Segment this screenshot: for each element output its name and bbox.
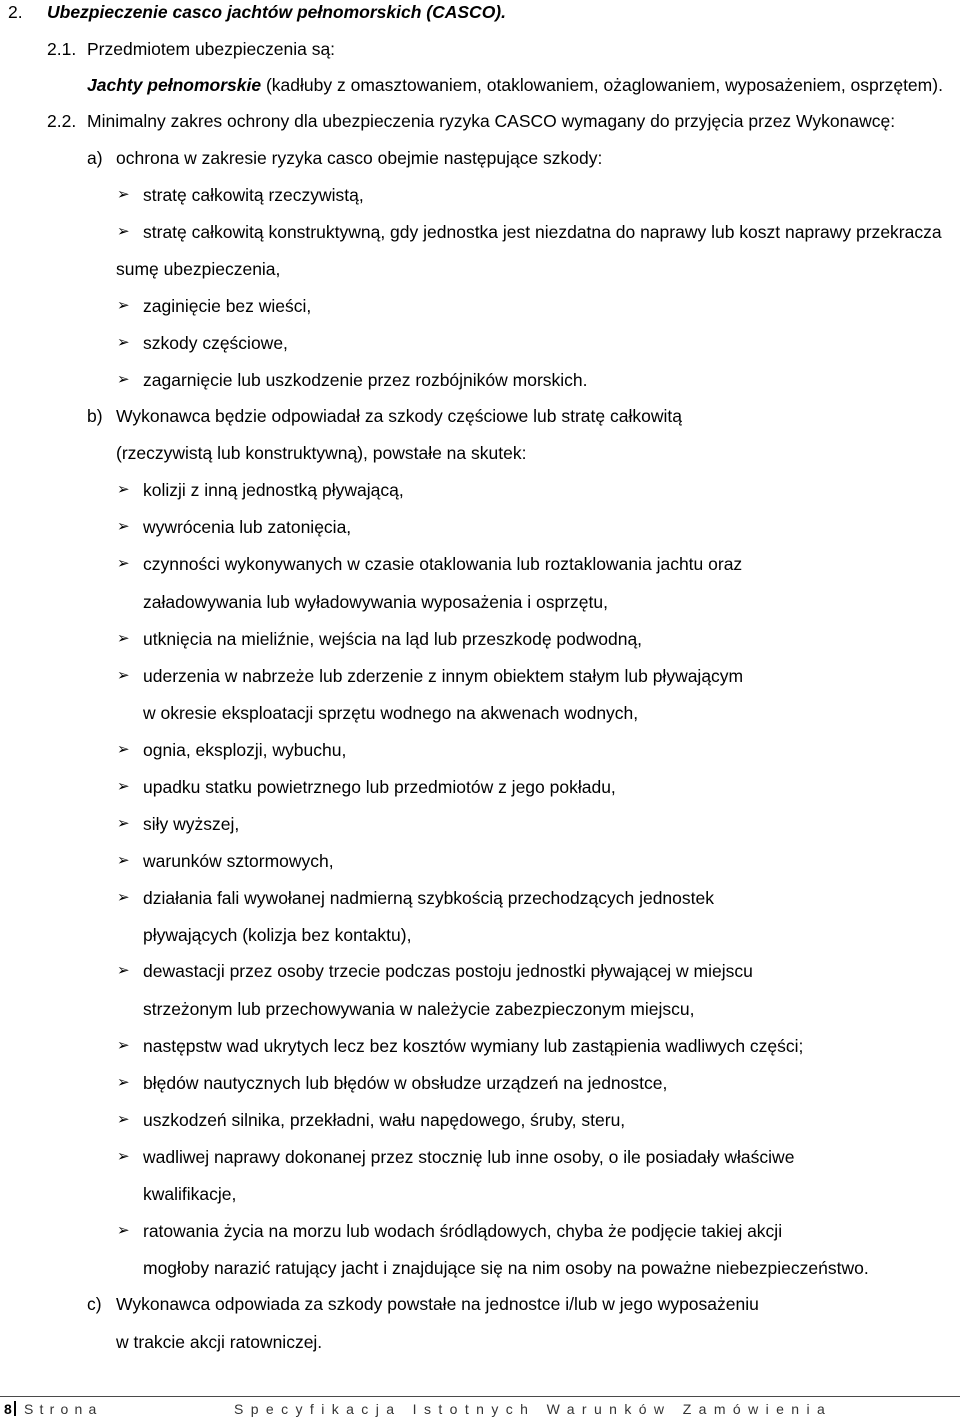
list-item: następstw wad ukrytych lecz bez kosztów wymiany lub zastąpienia wadliwych części; xyxy=(143,1036,804,1056)
list-b-label: b) xyxy=(87,406,103,426)
footer-divider xyxy=(0,1396,960,1397)
arrow-bullet-icon: ➢ xyxy=(117,1037,130,1054)
arrow-bullet-icon: ➢ xyxy=(117,630,130,647)
list-item: utknięcia na mieliźnie, wejścia na ląd lub przeszkodę podwodną, xyxy=(143,629,643,649)
list-item: wywrócenia lub zatonięcia, xyxy=(143,517,352,537)
list-a-intro: ochrona w zakresie ryzyka casco obejmie następujące szkody: xyxy=(116,148,603,168)
footer-separator xyxy=(14,1401,16,1416)
arrow-bullet-icon: ➢ xyxy=(117,889,130,906)
list-item: ognia, eksplozji, wybuchu, xyxy=(143,740,347,760)
list-c-line-1: Wykonawca odpowiada za szkody powstałe na jednostce i/lub w jego wyposażeniu xyxy=(116,1294,759,1314)
subsection-2-2-text: Minimalny zakres ochrony dla ubezpieczenia ryzyka CASCO wymagany do przyjęcia przez Wykonawcę: xyxy=(87,111,896,131)
list-item: czynności wykonywanych w czasie otaklowania lub roztaklowania jachtu oraz xyxy=(143,554,743,574)
list-b-intro-2: (rzeczywistą lub konstruktywną), powstałe na skutek: xyxy=(116,443,527,463)
arrow-bullet-icon: ➢ xyxy=(117,815,130,832)
list-item: stratę całkowitą konstruktywną, gdy jednostka jest niezdatna do naprawy lub koszt naprawy przekracza xyxy=(143,222,942,242)
list-item: zagarnięcie lub uszkodzenie przez rozbójników morskich. xyxy=(143,370,588,390)
list-c-label: c) xyxy=(87,1294,102,1314)
arrow-bullet-icon: ➢ xyxy=(117,962,130,979)
list-item: upadku statku powietrznego lub przedmiotów z jego pokładu, xyxy=(143,777,616,797)
list-item: ratowania życia na morzu lub wodach śródlądowych, chyba że podjęcie takiej akcji xyxy=(143,1221,783,1241)
list-item: dewastacji przez osoby trzecie podczas postoju jednostki pływającej w miejscu xyxy=(143,961,753,981)
footer-document-title: Specyfikacja Istotnych Warunków Zamówienia xyxy=(234,1401,833,1417)
arrow-bullet-icon: ➢ xyxy=(117,481,130,498)
arrow-bullet-icon: ➢ xyxy=(117,186,130,203)
list-item: działania fali wywołanej nadmierną szybkością przechodzących jednostek xyxy=(143,888,714,908)
list-item-continuation: załadowywania lub wyładowywania wyposażenia i osprzętu, xyxy=(143,592,608,612)
arrow-bullet-icon: ➢ xyxy=(117,223,130,240)
arrow-bullet-icon: ➢ xyxy=(117,1111,130,1128)
subject-bold: Jachty pełnomorskie xyxy=(87,75,262,95)
subject-line xyxy=(87,74,943,96)
arrow-bullet-icon: ➢ xyxy=(117,334,130,351)
list-item: błędów nautycznych lub błędów w obsłudze urządzeń na jednostce, xyxy=(143,1073,668,1093)
list-item-continuation: strzeżonym lub przechowywania w należycie zabezpieczonym miejscu, xyxy=(143,999,695,1019)
arrow-bullet-icon: ➢ xyxy=(117,852,130,869)
list-b-intro-1: Wykonawca będzie odpowiadał za szkody częściowe lub stratę całkowitą xyxy=(116,406,682,426)
subsection-2-2-number: 2.2. xyxy=(47,111,77,131)
section-title: Ubezpieczenie casco jachtów pełnomorskich (CASCO). xyxy=(47,2,506,22)
arrow-bullet-icon: ➢ xyxy=(117,741,130,758)
arrow-bullet-icon: ➢ xyxy=(117,1148,130,1165)
list-item: stratę całkowitą rzeczywistą, xyxy=(143,185,364,205)
arrow-bullet-icon: ➢ xyxy=(117,518,130,535)
list-c-line-2: w trakcie akcji ratowniczej. xyxy=(116,1332,323,1352)
list-item: siły wyższej, xyxy=(143,814,240,834)
arrow-bullet-icon: ➢ xyxy=(117,778,130,795)
list-item: kolizji z inną jednostką pływającą, xyxy=(143,480,404,500)
list-item-continuation: pływających (kolizja bez kontaktu), xyxy=(143,925,412,945)
list-item-continuation: mogłoby narazić ratujący jacht i znajdujące się na nim osoby na poważne niebezpieczeństwo. xyxy=(143,1258,869,1278)
arrow-bullet-icon: ➢ xyxy=(117,667,130,684)
section-number: 2. xyxy=(8,2,23,22)
footer-strona: Strona xyxy=(24,1401,103,1417)
list-item: uszkodzeń silnika, przekładni, wału napędowego, śruby, steru, xyxy=(143,1110,626,1130)
subsection-2-1-text: Przedmiotem ubezpieczenia są: xyxy=(87,39,336,59)
arrow-bullet-icon: ➢ xyxy=(117,297,130,314)
list-item: uderzenia w nabrzeże lub zderzenie z innym obiektem stałym lub pływającym xyxy=(143,666,744,686)
list-item-continuation: w okresie eksploatacji sprzętu wodnego na akwenach wodnych, xyxy=(143,703,639,723)
arrow-bullet-icon: ➢ xyxy=(117,555,130,572)
list-item-continuation: sumę ubezpieczenia, xyxy=(116,259,281,279)
page-footer xyxy=(0,1400,960,1418)
list-a-label: a) xyxy=(87,148,103,168)
list-item: szkody częściowe, xyxy=(143,333,288,353)
arrow-bullet-icon: ➢ xyxy=(117,1222,130,1239)
subject-rest: (kadłuby z omasztowaniem, otaklowaniem, ożaglowaniem, wyposażeniem, osprzętem). xyxy=(261,75,943,95)
arrow-bullet-icon: ➢ xyxy=(117,1074,130,1091)
list-item-continuation: kwalifikacje, xyxy=(143,1184,237,1204)
list-item: zaginięcie bez wieści, xyxy=(143,296,312,316)
list-item: wadliwej naprawy dokonanej przez stocznię lub inne osoby, o ile posiadały właściwe xyxy=(143,1147,795,1167)
list-item: warunków sztormowych, xyxy=(143,851,334,871)
page-number: 8 xyxy=(4,1401,12,1417)
arrow-bullet-icon: ➢ xyxy=(117,371,130,388)
subsection-2-1-number: 2.1. xyxy=(47,39,77,59)
